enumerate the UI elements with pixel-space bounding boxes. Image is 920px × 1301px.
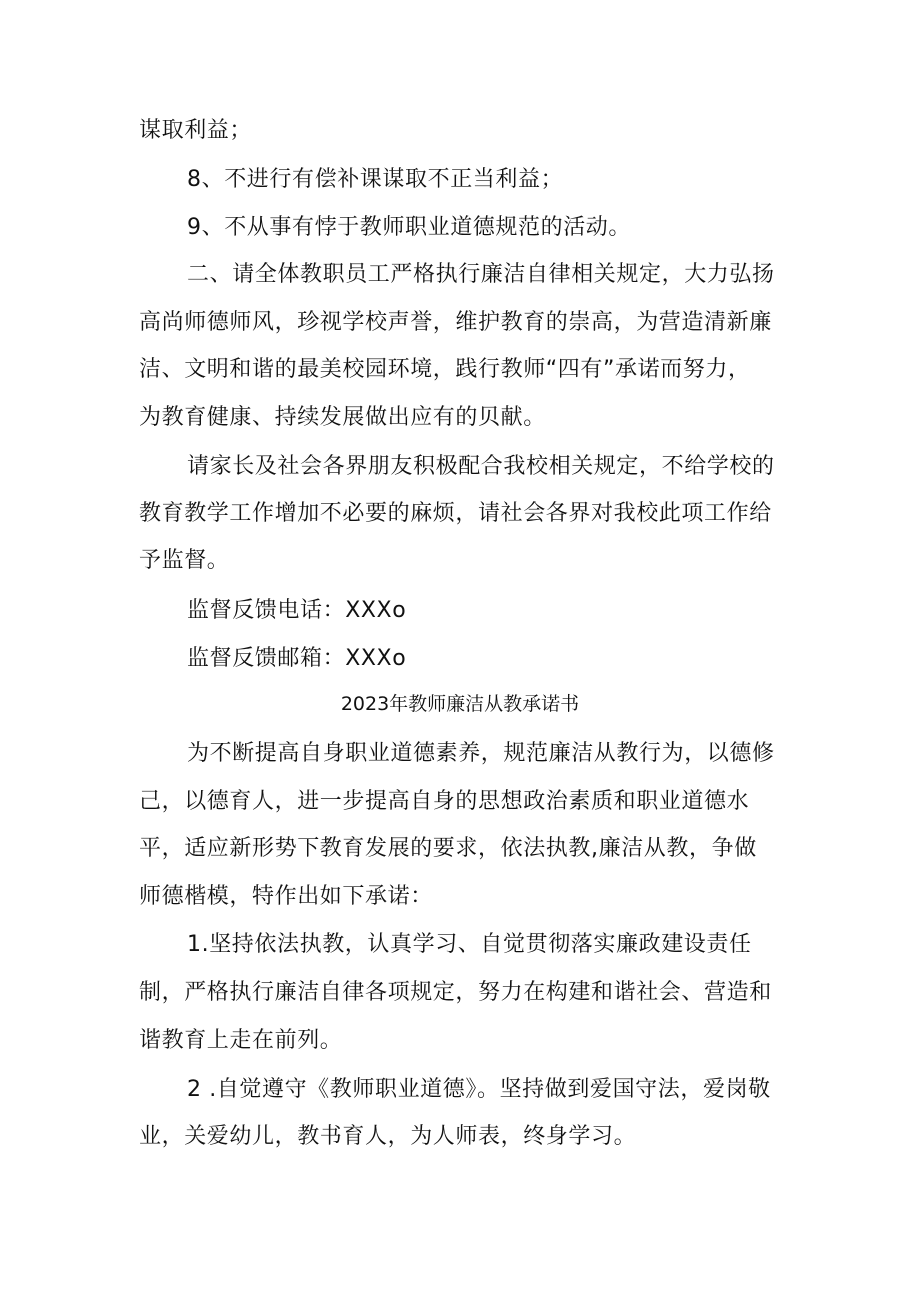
feedback-phone: 监督反馈电话：XXXo — [187, 598, 407, 623]
paragraph-line: 制，严格执行廉洁自律各项规定，努力在构建和谐社会、营造和 — [139, 980, 772, 1005]
paragraph-line: 二、请全体教职员工严格执行廉洁自律相关规定，大力弘扬 — [187, 262, 775, 287]
paragraph-line: 请家长及社会各界朋友积极配合我校相关规定，不给学校的 — [187, 454, 775, 479]
list-item: 1.坚持依法执教，认真学习、自觉贯彻落实廉政建设责任 — [187, 932, 752, 957]
list-item: 9、不从事有悖于教师职业道德规范的活动。 — [187, 215, 631, 240]
feedback-email: 监督反馈邮箱：XXXo — [187, 646, 407, 671]
list-item: 8、不进行有偿补课谋取不正当利益； — [187, 167, 564, 192]
list-item: 2 .自觉遵守《教师职业道德》。坚持做到爱国守法，爱岗敬 — [187, 1077, 771, 1102]
paragraph-line: 平，适应新形势下教育发展的要求，依法执教,廉洁从教，争做 — [139, 836, 757, 861]
paragraph-line: 高尚师德师风，珍视学校声誉，维护教育的崇高，为营造清新廉 — [139, 310, 772, 335]
paragraph-line: 业，关爱幼儿，教书育人，为人师表，终身学习。 — [139, 1124, 637, 1149]
paragraph-line: 予监督。 — [139, 548, 230, 573]
paragraph-line: 谐教育上走在前列。 — [139, 1028, 343, 1053]
paragraph-line: 师德楷模，特作出如下承诺： — [139, 884, 433, 909]
text-line: 谋取利益； — [139, 118, 253, 143]
paragraph-line: 为教育健康、持续发展做出应有的贝献。 — [139, 405, 546, 430]
paragraph-line: 教育教学工作增加不必要的麻烦，请社会各界对我校此项工作给 — [139, 501, 772, 526]
paragraph-line: 己，以德育人，进一步提高自身的思想政治素质和职业道德水 — [139, 789, 750, 814]
section-title: 2023年教师廉洁从教承诺书 — [340, 693, 580, 715]
paragraph-line: 洁、文明和谐的最美校园环境，践行教师“四有”承诺而努力， — [139, 357, 751, 382]
paragraph-line: 为不断提高自身职业道德素养，规范廉洁从教行为，以德修 — [187, 741, 775, 766]
